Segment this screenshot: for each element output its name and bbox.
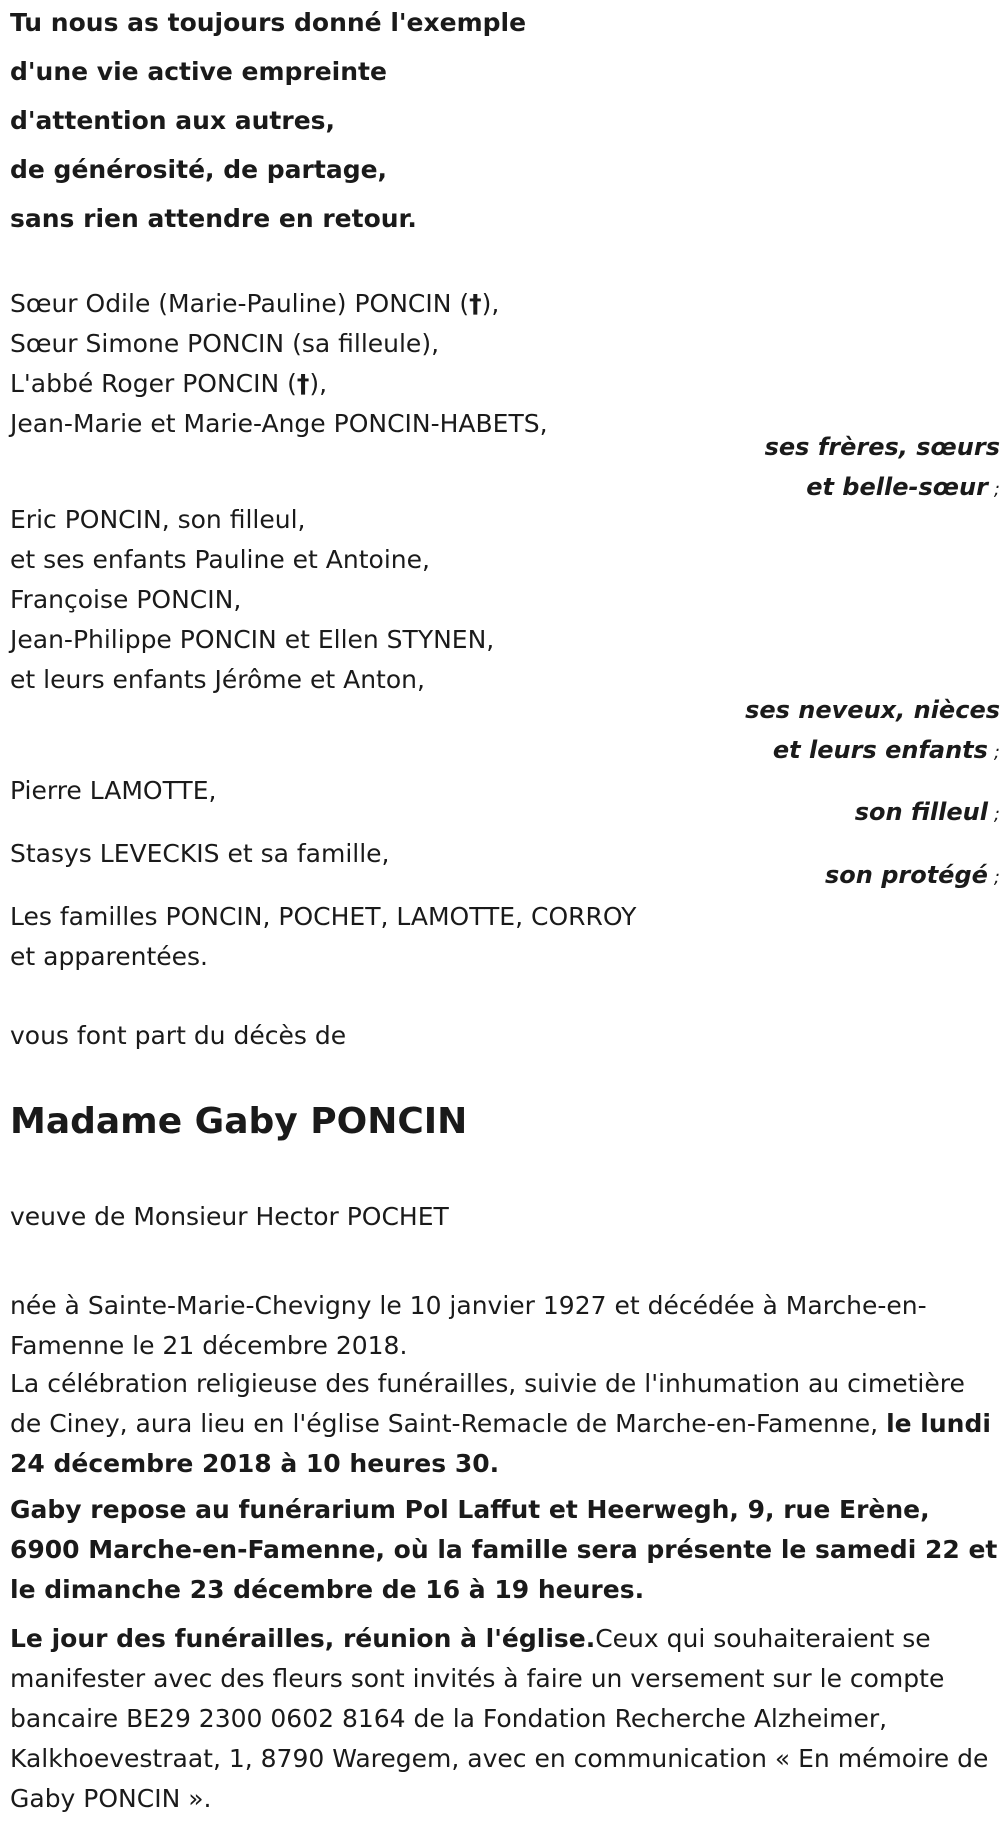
poem-line: de générosité, de partage, — [10, 155, 388, 184]
family-member-line: et ses enfants Pauline et Antoine, — [10, 545, 430, 574]
family-member-line: Jean-Philippe PONCIN et Ellen STYNEN, — [10, 625, 495, 654]
announcement: vous font part du décès de — [10, 1021, 347, 1050]
families-group: Les familles PONCIN, POCHET, LAMOTTE, CORROY et apparentées. — [10, 902, 637, 971]
family-member-line: Eric PONCIN, son filleul, — [10, 505, 306, 534]
family-member-line: et leurs enfants Jérôme et Anton, — [10, 665, 425, 694]
siblings-group — [10, 284, 548, 444]
family-member-line: Sœur Odile (Marie-Pauline) PONCIN (†), — [10, 289, 500, 318]
birth-death-paragraph: née à Sainte-Marie-Chevigny le 10 janvier 1927 et décédée à Marche-en-Famenne le 21 décembre 2018. — [10, 1291, 927, 1360]
widow-of: veuve de Monsieur Hector POCHET — [10, 1202, 449, 1231]
obituary-page — [10, 0, 1000, 1827]
family-member-line: L'abbé Roger PONCIN (†), — [10, 369, 328, 398]
poem — [10, 0, 526, 243]
poem-line: d'une vie active empreinte — [10, 57, 387, 86]
relation-label: ses neveux, nièces et leurs enfants ; — [745, 696, 1000, 764]
dagger-icon: † — [469, 289, 482, 318]
relation-label: son filleul ; — [854, 798, 1000, 826]
family-member-line: Jean-Marie et Marie-Ange PONCIN-HABETS, — [10, 409, 548, 438]
funerarium-paragraph: Gaby repose au funérarium Pol Laffut et Heerwegh, 9, rue Erène, 6900 Marche-en-Famenne, où la famille sera présente le samedi 22 et le dimanche 23 décembre de 16 à 19 heures. — [10, 1495, 998, 1604]
family-member-line: Stasys LEVECKIS et sa famille, — [10, 839, 390, 868]
deceased-name: Madame Gaby PONCIN — [10, 1101, 468, 1142]
poem-line: d'attention aux autres, — [10, 106, 336, 135]
meeting-note: Le jour des funérailles, réunion à l'église. — [10, 1624, 596, 1653]
family-member-line: Pierre LAMOTTE, — [10, 776, 217, 805]
poem-line: Tu nous as toujours donné l'exemple — [10, 8, 527, 37]
final-paragraph: Le jour des funérailles, réunion à l'église.Ceux qui souhaiteraient se manifester avec des fleurs sont invités à faire un versement sur le compte bancaire BE29 2300 0602 8164 de la Fondation Recherche Alzheimer, Kalkhoevestraat, 1, 8790 Waregem, avec en communication « En mémoire de Gaby PONCIN ». — [10, 1624, 989, 1813]
nephews-group — [10, 500, 494, 700]
family-member-line: Françoise PONCIN, — [10, 585, 242, 614]
ceremony-paragraph: La célébration religieuse des funérailles, suivie de l'inhumation au cimetière de Ciney, aura lieu en l'église Saint-Remacle de Marche-en-Famenne, le lundi 24 décembre 2018 à 10 heures 30. — [10, 1369, 991, 1478]
ceremony-date: le lundi 24 décembre 2018 à 10 heures 30. — [10, 1409, 991, 1478]
poem-line: sans rien attendre en retour. — [10, 204, 417, 233]
relation-label: ses frères, sœurs et belle-sœur ; — [764, 433, 1000, 501]
dagger-icon: † — [296, 369, 310, 398]
family-member-line: Sœur Simone PONCIN (sa filleule), — [10, 329, 440, 358]
relation-label: son protégé ; — [824, 861, 1000, 889]
